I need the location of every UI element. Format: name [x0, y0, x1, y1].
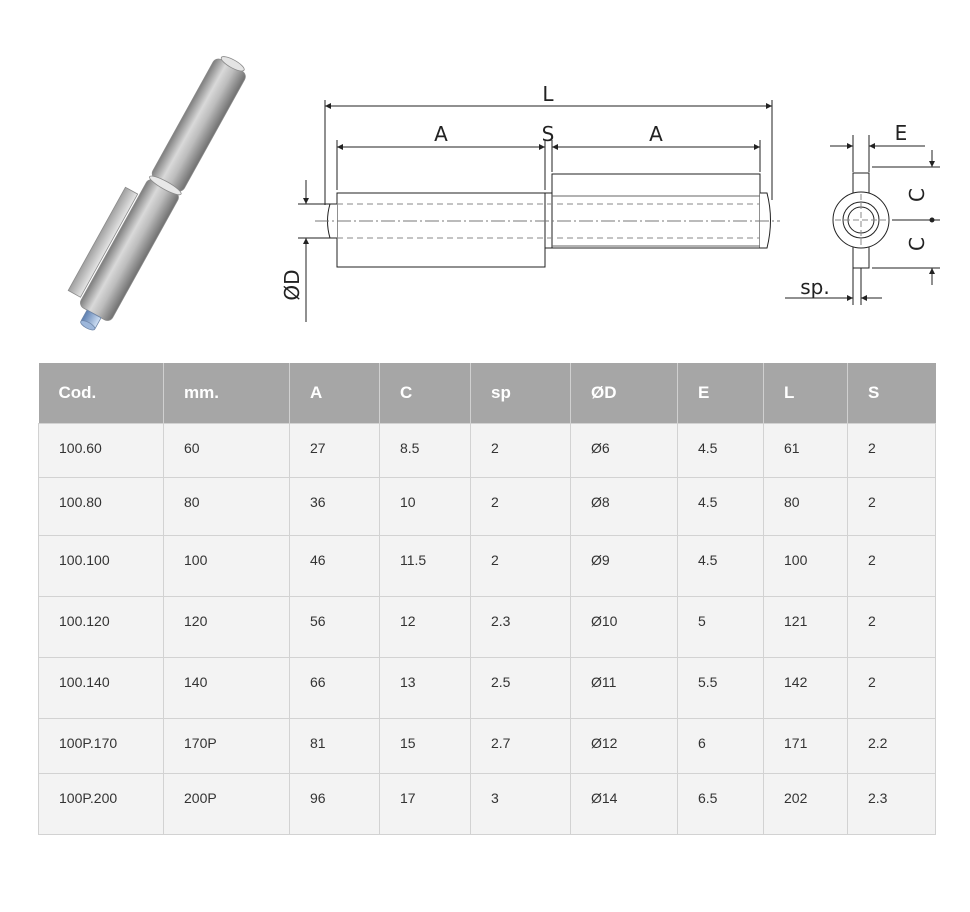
table-cell: 60 — [164, 424, 290, 478]
table-cell: 2.2 — [848, 719, 936, 774]
table-cell: 17 — [380, 774, 471, 835]
table-cell: 2 — [471, 424, 571, 478]
table-row — [39, 658, 936, 719]
table-cell: 2.5 — [471, 658, 571, 719]
table-cell: 36 — [290, 478, 380, 536]
table-cell: 170P — [164, 719, 290, 774]
table-cell: Ø12 — [571, 719, 678, 774]
table-cell: 27 — [290, 424, 380, 478]
diameter-label: ØD — [280, 269, 304, 301]
table-cell: 96 — [290, 774, 380, 835]
table-row — [39, 424, 936, 478]
column-header: A — [290, 363, 380, 424]
table-cell: 13 — [380, 658, 471, 719]
s-label: S — [541, 122, 555, 146]
table-cell: 46 — [290, 536, 380, 597]
table-body — [39, 424, 936, 835]
table-cell: Ø6 — [571, 424, 678, 478]
table-cell: 100 — [164, 536, 290, 597]
table-cell: 2.3 — [471, 597, 571, 658]
length-label: L — [542, 82, 554, 106]
table-cell: 80 — [164, 478, 290, 536]
c-label-top: C — [905, 188, 929, 202]
table-cell: Ø11 — [571, 658, 678, 719]
table-cell: 6 — [678, 719, 764, 774]
table-cell: 11.5 — [380, 536, 471, 597]
table-row — [39, 774, 936, 835]
table-cell: 100P.200 — [39, 774, 164, 835]
table-cell: 121 — [764, 597, 848, 658]
a-label-left: A — [434, 122, 448, 146]
table-cell: 80 — [764, 478, 848, 536]
table-row — [39, 597, 936, 658]
spec-table — [38, 363, 936, 835]
table-cell: 6.5 — [678, 774, 764, 835]
table-cell: Ø14 — [571, 774, 678, 835]
table-cell: 100P.170 — [39, 719, 164, 774]
table-header-row — [39, 363, 936, 424]
table-row — [39, 719, 936, 774]
hinge-photo — [57, 44, 251, 337]
table-cell: 3 — [471, 774, 571, 835]
table-cell: 200P — [164, 774, 290, 835]
table-cell: 4.5 — [678, 424, 764, 478]
table-cell: 12 — [380, 597, 471, 658]
table-cell: 100.60 — [39, 424, 164, 478]
table-cell: 2 — [471, 478, 571, 536]
table-cell: 4.5 — [678, 478, 764, 536]
column-header: sp — [471, 363, 571, 424]
table-cell: Ø8 — [571, 478, 678, 536]
table-cell: 56 — [290, 597, 380, 658]
center-dot — [930, 218, 935, 223]
side-view-drawing — [298, 100, 780, 322]
table-cell: 2 — [848, 478, 936, 536]
table-cell: 10 — [380, 478, 471, 536]
column-header: mm. — [164, 363, 290, 424]
table-cell: 66 — [290, 658, 380, 719]
table-cell: 142 — [764, 658, 848, 719]
table-cell: Ø9 — [571, 536, 678, 597]
table-cell: 5 — [678, 597, 764, 658]
table-cell: 2.7 — [471, 719, 571, 774]
hinge-figure — [0, 0, 970, 340]
table-cell: 8.5 — [380, 424, 471, 478]
table-cell: 100.80 — [39, 478, 164, 536]
column-header: S — [848, 363, 936, 424]
sp-label: sp. — [800, 275, 830, 299]
table-cell: 2 — [848, 658, 936, 719]
table-cell: 120 — [164, 597, 290, 658]
table-cell: 2 — [471, 536, 571, 597]
table-row — [39, 478, 936, 536]
column-header: E — [678, 363, 764, 424]
table-cell: 2 — [848, 424, 936, 478]
column-header: L — [764, 363, 848, 424]
a-label-right: A — [649, 122, 663, 146]
table-cell: 4.5 — [678, 536, 764, 597]
table-row — [39, 536, 936, 597]
table-cell: 202 — [764, 774, 848, 835]
table-cell: 100 — [764, 536, 848, 597]
column-header: Cod. — [39, 363, 164, 424]
table-cell: 2.3 — [848, 774, 936, 835]
table-cell: 61 — [764, 424, 848, 478]
table-cell: 2 — [848, 536, 936, 597]
table-cell: 100.100 — [39, 536, 164, 597]
c-label-bottom: C — [905, 237, 929, 251]
e-label: E — [894, 121, 908, 145]
table-cell: 100.120 — [39, 597, 164, 658]
column-header: ØD — [571, 363, 678, 424]
column-header: C — [380, 363, 471, 424]
table-cell: 140 — [164, 658, 290, 719]
table-cell: 2 — [848, 597, 936, 658]
table-cell: 5.5 — [678, 658, 764, 719]
table-cell: Ø10 — [571, 597, 678, 658]
table-cell: 100.140 — [39, 658, 164, 719]
table-cell: 15 — [380, 719, 471, 774]
table-cell: 171 — [764, 719, 848, 774]
table-cell: 81 — [290, 719, 380, 774]
